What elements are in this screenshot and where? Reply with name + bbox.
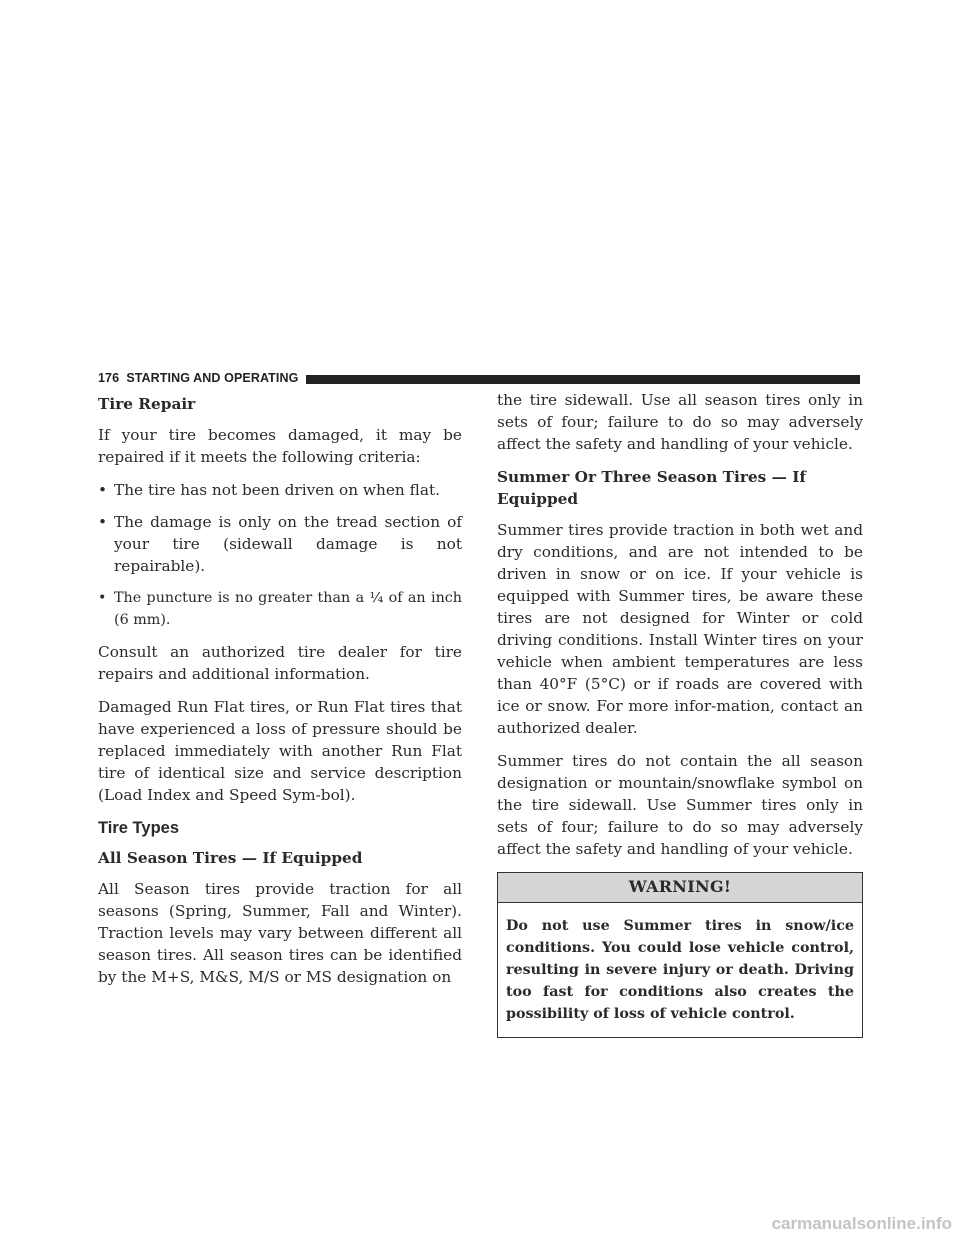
all-season-continued: the tire sidewall. Use all season tires only in sets of four; failure to do so may adversely affect the safety and handling of your vehicle.: [497, 391, 863, 453]
page-header-text: [98, 371, 298, 385]
bullet-icon: •: [98, 513, 108, 531]
page-header: [98, 368, 860, 388]
warning-text: Do not use Summer tires in snow/ice conditions. You could lose vehicle control, resulting in severe injury or death. Driving too fast for conditions also creates the possibility of loss of vehicle control.: [506, 918, 854, 1022]
right-column: [497, 389, 863, 1038]
summer-paragraph-2: Summer tires do not contain the all season designation or mountain/snowflake symbol on the tire sidewall. Use Summer tires only in sets of four; failure to do so may adversely affect the safety and handling of your vehicle.: [497, 752, 863, 858]
run-flat-paragraph: Damaged Run Flat tires, or Run Flat tires that have experienced a loss of pressure should be replaced immediately with another Run Flat tire of identical size and service description (Load Index and Speed Sym-bol).: [98, 698, 462, 804]
summer-heading: Summer Or Three Season Tires — If Equipped: [497, 468, 806, 508]
consult-paragraph: Consult an authorized tire dealer for tire repairs and additional information.: [98, 643, 462, 683]
bullet-icon: •: [98, 590, 107, 606]
list-item: • The tire has not been driven on when flat.: [98, 481, 440, 499]
section-title: STARTING AND OPERATING: [126, 371, 299, 385]
left-column: [98, 389, 462, 999]
header-rule: [306, 375, 860, 384]
all-season-heading: All Season Tires — If Equipped: [98, 849, 363, 867]
page-number: 176: [98, 371, 120, 385]
warning-box: [497, 872, 863, 1038]
tire-repair-intro: If your tire becomes damaged, it may be repaired if it meets the following criteria:: [98, 426, 462, 466]
list-item: • The puncture is no greater than a ¼ of an inch (6 mm).: [98, 587, 462, 631]
repair-criteria-list: [98, 479, 462, 631]
list-item: • The damage is only on the tread section of your tire (sidewall damage is not repairable).: [98, 513, 462, 575]
watermark: carmanualsonline.info: [771, 1214, 952, 1233]
tire-repair-heading: Tire Repair: [98, 395, 196, 413]
summer-paragraph-1: Summer tires provide traction in both wet and dry conditions, and are not intended to be driven in snow or on ice. If your vehicle is equipped with Summer tires, be aware these tires are not designed for Winter or cold driving conditions. Install Winter tires on your vehicle when ambient temperatures are less than 40°F (5°C) or if roads are covered with ice or snow. For more infor-mation, contact an authorized dealer.: [497, 521, 863, 737]
all-season-paragraph: All Season tires provide traction for all seasons (Spring, Summer, Fall and Winter). Traction levels may vary between different all season tires. All season tires can be identified by the M+S, M&S, M/S or MS designation on: [98, 880, 462, 986]
tire-types-heading: Tire Types: [98, 819, 180, 837]
warning-title: WARNING!: [498, 873, 862, 903]
bullet-icon: •: [98, 481, 108, 499]
